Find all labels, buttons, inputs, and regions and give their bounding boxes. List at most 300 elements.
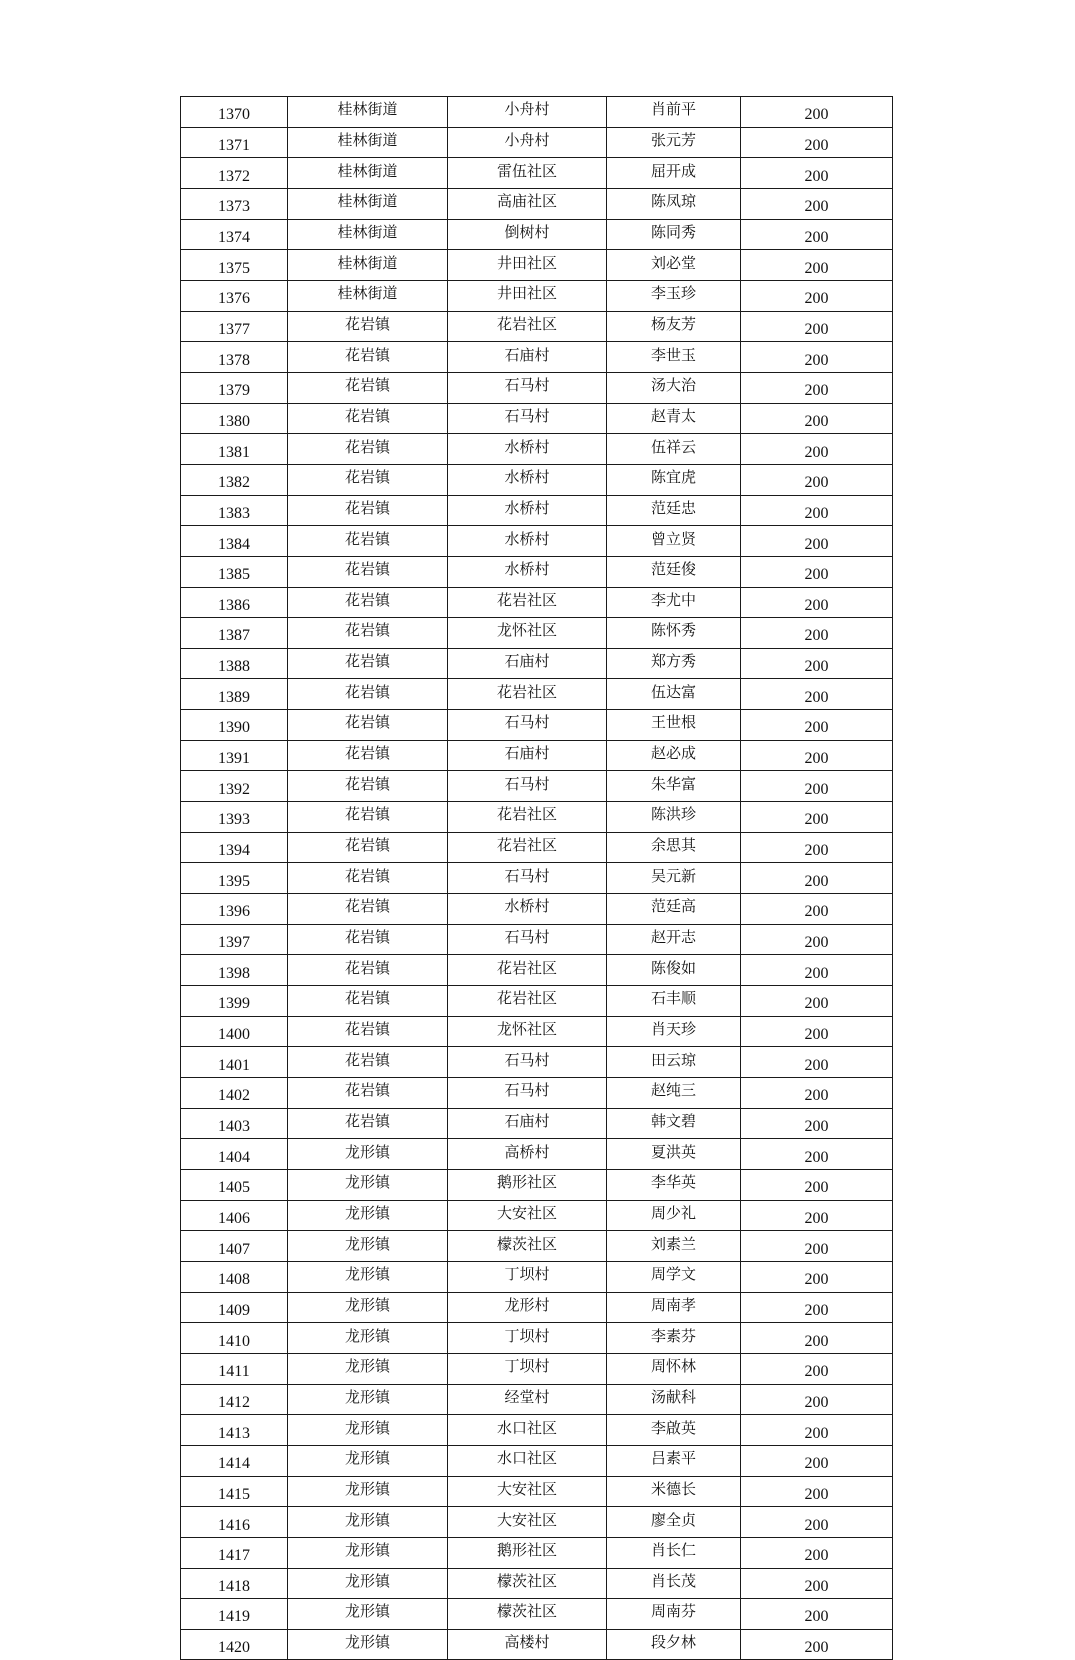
town-cell: 龙形镇 (288, 1537, 448, 1568)
table-row (181, 1292, 893, 1323)
amount-cell: 200 (741, 464, 893, 495)
amount-cell: 200 (741, 97, 893, 128)
town-cell: 龙形镇 (288, 1507, 448, 1538)
table-row (181, 648, 893, 679)
village-cell: 石马村 (448, 863, 607, 894)
town-cell: 龙形镇 (288, 1353, 448, 1384)
village-cell: 石马村 (448, 1047, 607, 1078)
amount-cell: 200 (741, 802, 893, 833)
row-number-cell: 1372 (181, 158, 288, 189)
village-cell: 龙怀社区 (448, 1016, 607, 1047)
village-cell: 鹅形社区 (448, 1169, 607, 1200)
amount-cell: 200 (741, 1353, 893, 1384)
name-cell: 廖全贞 (607, 1507, 741, 1538)
table-row (181, 1200, 893, 1231)
name-cell: 伍达富 (607, 679, 741, 710)
table-row (181, 802, 893, 833)
town-cell: 桂林街道 (288, 280, 448, 311)
amount-cell: 200 (741, 311, 893, 342)
row-number-cell: 1388 (181, 648, 288, 679)
name-cell: 陈怀秀 (607, 618, 741, 649)
village-cell: 水桥村 (448, 526, 607, 557)
table-row (181, 832, 893, 863)
village-cell: 大安社区 (448, 1476, 607, 1507)
name-cell: 范廷高 (607, 894, 741, 925)
village-cell: 石马村 (448, 1078, 607, 1109)
table-row (181, 1231, 893, 1262)
town-cell: 花岩镇 (288, 802, 448, 833)
table-row (181, 618, 893, 649)
table-row (181, 311, 893, 342)
name-cell: 段夕林 (607, 1629, 741, 1660)
village-cell: 檬茨社区 (448, 1599, 607, 1630)
village-cell: 井田社区 (448, 250, 607, 281)
row-number-cell: 1398 (181, 955, 288, 986)
village-cell: 丁坝村 (448, 1261, 607, 1292)
town-cell: 花岩镇 (288, 1108, 448, 1139)
amount-cell: 200 (741, 1445, 893, 1476)
amount-cell: 200 (741, 1169, 893, 1200)
name-cell: 汤大治 (607, 372, 741, 403)
amount-cell: 200 (741, 1537, 893, 1568)
row-number-cell: 1415 (181, 1476, 288, 1507)
row-number-cell: 1379 (181, 372, 288, 403)
name-cell: 吴元新 (607, 863, 741, 894)
village-cell: 水桥村 (448, 434, 607, 465)
row-number-cell: 1378 (181, 342, 288, 373)
row-number-cell: 1385 (181, 556, 288, 587)
town-cell: 花岩镇 (288, 342, 448, 373)
name-cell: 王世根 (607, 710, 741, 741)
village-cell: 丁坝村 (448, 1353, 607, 1384)
table-row (181, 372, 893, 403)
amount-cell: 200 (741, 188, 893, 219)
row-number-cell: 1406 (181, 1200, 288, 1231)
town-cell: 花岩镇 (288, 648, 448, 679)
row-number-cell: 1395 (181, 863, 288, 894)
village-cell: 檬茨社区 (448, 1231, 607, 1262)
town-cell: 花岩镇 (288, 495, 448, 526)
row-number-cell: 1381 (181, 434, 288, 465)
table-row (181, 342, 893, 373)
row-number-cell: 1409 (181, 1292, 288, 1323)
row-number-cell: 1413 (181, 1415, 288, 1446)
town-cell: 花岩镇 (288, 618, 448, 649)
row-number-cell: 1399 (181, 986, 288, 1017)
table-row (181, 1568, 893, 1599)
name-cell: 陈同秀 (607, 219, 741, 250)
amount-cell: 200 (741, 1231, 893, 1262)
amount-cell: 200 (741, 1599, 893, 1630)
town-cell: 花岩镇 (288, 924, 448, 955)
village-cell: 水口社区 (448, 1415, 607, 1446)
amount-cell: 200 (741, 832, 893, 863)
amount-cell: 200 (741, 1415, 893, 1446)
village-cell: 花岩社区 (448, 587, 607, 618)
town-cell: 花岩镇 (288, 1047, 448, 1078)
table-row (181, 1169, 893, 1200)
name-cell: 肖长仁 (607, 1537, 741, 1568)
table-body (181, 97, 893, 1660)
row-number-cell: 1394 (181, 832, 288, 863)
table-row (181, 526, 893, 557)
name-cell: 夏洪英 (607, 1139, 741, 1170)
row-number-cell: 1375 (181, 250, 288, 281)
row-number-cell: 1400 (181, 1016, 288, 1047)
row-number-cell: 1397 (181, 924, 288, 955)
amount-cell: 200 (741, 434, 893, 465)
table-row (181, 434, 893, 465)
table-row (181, 495, 893, 526)
town-cell: 花岩镇 (288, 986, 448, 1017)
town-cell: 龙形镇 (288, 1415, 448, 1446)
name-cell: 周怀林 (607, 1353, 741, 1384)
village-cell: 水桥村 (448, 495, 607, 526)
town-cell: 花岩镇 (288, 526, 448, 557)
row-number-cell: 1403 (181, 1108, 288, 1139)
town-cell: 桂林街道 (288, 219, 448, 250)
name-cell: 屈开成 (607, 158, 741, 189)
name-cell: 赵纯三 (607, 1078, 741, 1109)
name-cell: 汤献科 (607, 1384, 741, 1415)
village-cell: 花岩社区 (448, 311, 607, 342)
village-cell: 石马村 (448, 924, 607, 955)
amount-cell: 200 (741, 740, 893, 771)
amount-cell: 200 (741, 250, 893, 281)
village-cell: 花岩社区 (448, 802, 607, 833)
town-cell: 桂林街道 (288, 250, 448, 281)
town-cell: 龙形镇 (288, 1384, 448, 1415)
name-cell: 李素芬 (607, 1323, 741, 1354)
row-number-cell: 1376 (181, 280, 288, 311)
row-number-cell: 1401 (181, 1047, 288, 1078)
row-number-cell: 1373 (181, 188, 288, 219)
name-cell: 曾立贤 (607, 526, 741, 557)
name-cell: 陈洪珍 (607, 802, 741, 833)
table-row (181, 556, 893, 587)
town-cell: 龙形镇 (288, 1200, 448, 1231)
table-row (181, 587, 893, 618)
village-cell: 大安社区 (448, 1200, 607, 1231)
table-row (181, 464, 893, 495)
village-cell: 石庙村 (448, 740, 607, 771)
table-row (181, 710, 893, 741)
amount-cell: 200 (741, 648, 893, 679)
amount-cell: 200 (741, 495, 893, 526)
village-cell: 龙怀社区 (448, 618, 607, 649)
table-row (181, 955, 893, 986)
amount-cell: 200 (741, 618, 893, 649)
town-cell: 龙形镇 (288, 1476, 448, 1507)
row-number-cell: 1383 (181, 495, 288, 526)
town-cell: 花岩镇 (288, 403, 448, 434)
amount-cell: 200 (741, 1568, 893, 1599)
amount-cell: 200 (741, 986, 893, 1017)
village-cell: 高庙社区 (448, 188, 607, 219)
name-cell: 伍祥云 (607, 434, 741, 465)
amount-cell: 200 (741, 1629, 893, 1660)
amount-cell: 200 (741, 1047, 893, 1078)
amount-cell: 200 (741, 280, 893, 311)
table-row (181, 679, 893, 710)
village-cell: 石庙村 (448, 1108, 607, 1139)
town-cell: 花岩镇 (288, 894, 448, 925)
row-number-cell: 1384 (181, 526, 288, 557)
village-cell: 水桥村 (448, 464, 607, 495)
table-row (181, 219, 893, 250)
town-cell: 龙形镇 (288, 1231, 448, 1262)
name-cell: 赵开志 (607, 924, 741, 955)
table-row (181, 158, 893, 189)
table-row (181, 771, 893, 802)
table-row (181, 127, 893, 158)
village-cell: 石庙村 (448, 648, 607, 679)
table-row (181, 1323, 893, 1354)
table-row (181, 1078, 893, 1109)
name-cell: 肖前平 (607, 97, 741, 128)
row-number-cell: 1408 (181, 1261, 288, 1292)
amount-cell: 200 (741, 1261, 893, 1292)
amount-cell: 200 (741, 403, 893, 434)
village-cell: 经堂村 (448, 1384, 607, 1415)
name-cell: 米德长 (607, 1476, 741, 1507)
village-cell: 龙形村 (448, 1292, 607, 1323)
table-row (181, 97, 893, 128)
row-number-cell: 1387 (181, 618, 288, 649)
amount-cell: 200 (741, 127, 893, 158)
row-number-cell: 1405 (181, 1169, 288, 1200)
name-cell: 田云琼 (607, 1047, 741, 1078)
name-cell: 赵青太 (607, 403, 741, 434)
village-cell: 檬茨社区 (448, 1568, 607, 1599)
town-cell: 龙形镇 (288, 1139, 448, 1170)
table-row (181, 1353, 893, 1384)
amount-cell: 200 (741, 1384, 893, 1415)
table-row (181, 986, 893, 1017)
amount-cell: 200 (741, 158, 893, 189)
name-cell: 肖天珍 (607, 1016, 741, 1047)
row-number-cell: 1420 (181, 1629, 288, 1660)
town-cell: 花岩镇 (288, 1078, 448, 1109)
town-cell: 龙形镇 (288, 1629, 448, 1660)
name-cell: 陈俊如 (607, 955, 741, 986)
data-table (180, 96, 893, 1660)
village-cell: 石马村 (448, 771, 607, 802)
table-row (181, 1139, 893, 1170)
amount-cell: 200 (741, 771, 893, 802)
row-number-cell: 1370 (181, 97, 288, 128)
row-number-cell: 1396 (181, 894, 288, 925)
row-number-cell: 1389 (181, 679, 288, 710)
table-row (181, 1261, 893, 1292)
name-cell: 周少礼 (607, 1200, 741, 1231)
table-row (181, 1108, 893, 1139)
town-cell: 桂林街道 (288, 97, 448, 128)
village-cell: 丁坝村 (448, 1323, 607, 1354)
town-cell: 花岩镇 (288, 955, 448, 986)
name-cell: 李尤中 (607, 587, 741, 618)
village-cell: 小舟村 (448, 97, 607, 128)
row-number-cell: 1419 (181, 1599, 288, 1630)
town-cell: 龙形镇 (288, 1292, 448, 1323)
town-cell: 花岩镇 (288, 464, 448, 495)
table-row (181, 863, 893, 894)
town-cell: 龙形镇 (288, 1261, 448, 1292)
name-cell: 李啟英 (607, 1415, 741, 1446)
town-cell: 桂林街道 (288, 127, 448, 158)
name-cell: 周南孝 (607, 1292, 741, 1323)
name-cell: 杨友芳 (607, 311, 741, 342)
amount-cell: 200 (741, 556, 893, 587)
name-cell: 张元芳 (607, 127, 741, 158)
row-number-cell: 1374 (181, 219, 288, 250)
town-cell: 花岩镇 (288, 740, 448, 771)
name-cell: 吕素平 (607, 1445, 741, 1476)
town-cell: 花岩镇 (288, 832, 448, 863)
village-cell: 高楼村 (448, 1629, 607, 1660)
town-cell: 花岩镇 (288, 311, 448, 342)
roster-table (180, 96, 892, 1660)
village-cell: 石庙村 (448, 342, 607, 373)
town-cell: 花岩镇 (288, 587, 448, 618)
village-cell: 大安社区 (448, 1507, 607, 1538)
table-row (181, 1445, 893, 1476)
village-cell: 花岩社区 (448, 832, 607, 863)
amount-cell: 200 (741, 1139, 893, 1170)
village-cell: 石马村 (448, 710, 607, 741)
amount-cell: 200 (741, 342, 893, 373)
amount-cell: 200 (741, 587, 893, 618)
name-cell: 范廷俊 (607, 556, 741, 587)
name-cell: 陈宜虎 (607, 464, 741, 495)
town-cell: 龙形镇 (288, 1323, 448, 1354)
row-number-cell: 1411 (181, 1353, 288, 1384)
name-cell: 周学文 (607, 1261, 741, 1292)
name-cell: 石丰顺 (607, 986, 741, 1017)
name-cell: 范廷忠 (607, 495, 741, 526)
town-cell: 花岩镇 (288, 434, 448, 465)
village-cell: 雷伍社区 (448, 158, 607, 189)
amount-cell: 200 (741, 894, 893, 925)
table-row (181, 1476, 893, 1507)
amount-cell: 200 (741, 955, 893, 986)
table-row (181, 740, 893, 771)
town-cell: 花岩镇 (288, 710, 448, 741)
table-row (181, 280, 893, 311)
village-cell: 水口社区 (448, 1445, 607, 1476)
row-number-cell: 1418 (181, 1568, 288, 1599)
name-cell: 朱华富 (607, 771, 741, 802)
name-cell: 韩文碧 (607, 1108, 741, 1139)
village-cell: 高桥村 (448, 1139, 607, 1170)
table-row (181, 924, 893, 955)
village-cell: 倒树村 (448, 219, 607, 250)
name-cell: 刘必堂 (607, 250, 741, 281)
row-number-cell: 1402 (181, 1078, 288, 1109)
town-cell: 花岩镇 (288, 863, 448, 894)
village-cell: 鹅形社区 (448, 1537, 607, 1568)
amount-cell: 200 (741, 1476, 893, 1507)
amount-cell: 200 (741, 924, 893, 955)
amount-cell: 200 (741, 1507, 893, 1538)
town-cell: 龙形镇 (288, 1169, 448, 1200)
table-row (181, 1415, 893, 1446)
name-cell: 肖长茂 (607, 1568, 741, 1599)
table-row (181, 1629, 893, 1660)
row-number-cell: 1412 (181, 1384, 288, 1415)
town-cell: 龙形镇 (288, 1445, 448, 1476)
table-row (181, 403, 893, 434)
amount-cell: 200 (741, 679, 893, 710)
name-cell: 陈凤琼 (607, 188, 741, 219)
name-cell: 郑方秀 (607, 648, 741, 679)
table-row (181, 1599, 893, 1630)
name-cell: 余思其 (607, 832, 741, 863)
town-cell: 桂林街道 (288, 188, 448, 219)
amount-cell: 200 (741, 710, 893, 741)
village-cell: 花岩社区 (448, 679, 607, 710)
village-cell: 花岩社区 (448, 955, 607, 986)
amount-cell: 200 (741, 1292, 893, 1323)
row-number-cell: 1377 (181, 311, 288, 342)
village-cell: 小舟村 (448, 127, 607, 158)
row-number-cell: 1382 (181, 464, 288, 495)
town-cell: 花岩镇 (288, 372, 448, 403)
village-cell: 井田社区 (448, 280, 607, 311)
table-row (181, 894, 893, 925)
amount-cell: 200 (741, 1323, 893, 1354)
amount-cell: 200 (741, 1200, 893, 1231)
row-number-cell: 1416 (181, 1507, 288, 1538)
name-cell: 赵必成 (607, 740, 741, 771)
name-cell: 李华英 (607, 1169, 741, 1200)
name-cell: 李玉珍 (607, 280, 741, 311)
amount-cell: 200 (741, 1108, 893, 1139)
amount-cell: 200 (741, 372, 893, 403)
village-cell: 水桥村 (448, 556, 607, 587)
row-number-cell: 1410 (181, 1323, 288, 1354)
amount-cell: 200 (741, 1016, 893, 1047)
amount-cell: 200 (741, 863, 893, 894)
amount-cell: 200 (741, 219, 893, 250)
table-row (181, 1384, 893, 1415)
table-row (181, 188, 893, 219)
row-number-cell: 1414 (181, 1445, 288, 1476)
table-row (181, 1537, 893, 1568)
name-cell: 李世玉 (607, 342, 741, 373)
row-number-cell: 1391 (181, 740, 288, 771)
town-cell: 龙形镇 (288, 1599, 448, 1630)
amount-cell: 200 (741, 526, 893, 557)
row-number-cell: 1417 (181, 1537, 288, 1568)
row-number-cell: 1392 (181, 771, 288, 802)
row-number-cell: 1407 (181, 1231, 288, 1262)
row-number-cell: 1404 (181, 1139, 288, 1170)
village-cell: 水桥村 (448, 894, 607, 925)
amount-cell: 200 (741, 1078, 893, 1109)
table-row (181, 1047, 893, 1078)
town-cell: 花岩镇 (288, 771, 448, 802)
town-cell: 龙形镇 (288, 1568, 448, 1599)
name-cell: 周南芬 (607, 1599, 741, 1630)
row-number-cell: 1393 (181, 802, 288, 833)
row-number-cell: 1390 (181, 710, 288, 741)
town-cell: 花岩镇 (288, 556, 448, 587)
village-cell: 花岩社区 (448, 986, 607, 1017)
row-number-cell: 1380 (181, 403, 288, 434)
town-cell: 花岩镇 (288, 1016, 448, 1047)
village-cell: 石马村 (448, 372, 607, 403)
